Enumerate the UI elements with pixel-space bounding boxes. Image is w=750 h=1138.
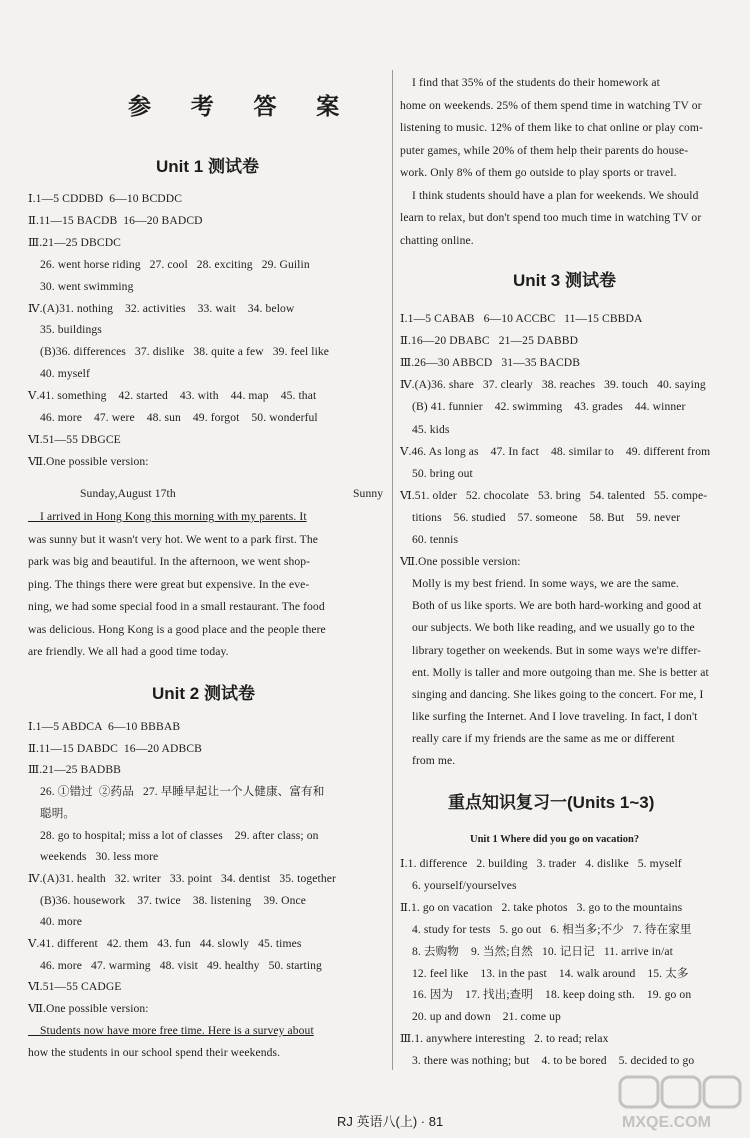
text-line: Ⅵ.51—55 CADGE: [28, 980, 122, 994]
text-line: ping. The things there were great but expensive. In the eve-: [28, 577, 310, 591]
text-line: (B) 41. funnier 42. swimming 43. grades 44. winner: [400, 400, 686, 414]
text-line: ning, we had some special food in a small restaurant. The food: [28, 600, 325, 613]
text-line: chatting online.: [400, 233, 474, 247]
text-line: Ⅴ.41. something 42. started 43. with 44. map 45. that: [28, 389, 317, 403]
text-line: Ⅴ.41. different 42. them 43. fun 44. slowly 45. times: [28, 937, 302, 950]
review-subheading: Unit 1 Where did you go on vacation?: [470, 834, 640, 845]
text-line: Ⅳ.(A)36. share 37. clearly 38. reaches 39. touch 40. saying: [400, 378, 706, 392]
text-line: I find that 35% of the students do their homework at: [400, 76, 660, 89]
text-line: Ⅰ.1. difference 2. building 3. trader 4. dislike 5. myself: [400, 857, 682, 870]
text-line: Ⅰ.1—5 ABDCA 6—10 BBBAB: [28, 720, 181, 733]
text-line: park was big and beautiful. In the afternoon, we went shop-: [28, 555, 311, 568]
page-footer: RJ 英语八(上) · 81: [337, 1114, 444, 1129]
text-line: home on weekends. 25% of them spend time in watching TV or: [400, 98, 702, 112]
text-line: weekends 30. less more: [28, 850, 159, 864]
text-line: was delicious. Hong Kong is a good place and the people there: [28, 622, 326, 636]
text-line: Ⅰ.1—5 CDDBD 6—10 BCDDC: [28, 192, 183, 205]
text-line: 46. more 47. were 48. sun 49. forgot 50. wonderful: [28, 411, 318, 424]
watermark-logo: [618, 1075, 743, 1133]
text-line: are friendly. We all had a good time today.: [28, 645, 229, 658]
text-line: 3. there was nothing; but 4. to be bored 5. decided to go: [400, 1054, 695, 1068]
text-line: listening to music. 12% of them like to chat online or play com-: [400, 121, 703, 134]
text-line: Ⅵ.51. older 52. chocolate 53. bring 54. talented 55. compe-: [400, 488, 708, 502]
text-line: was sunny but it wasn't very hot. We went to a park first. The: [28, 532, 318, 546]
text-line: 4. study for tests 5. go out 6. 相当多;不少 7. 待在家里: [400, 922, 692, 936]
text-line: ent. Molly is taller and more outgoing than me. She is better at: [400, 665, 709, 679]
text-line: really care if my friends are the same as me or different: [400, 731, 675, 745]
text-line: how the students in our school spend their weekends.: [28, 1045, 281, 1059]
text-line: Ⅲ.21—25 BADBB: [28, 763, 122, 777]
text-line: Ⅲ.21—25 DBCDC: [28, 235, 122, 249]
text-line: Ⅶ.One possible version:: [400, 555, 521, 569]
review-heading: 重点知识复习一(Units 1~3): [448, 793, 655, 812]
essay-date: Sunday,August 17th: [80, 487, 176, 500]
text-line: Ⅵ.51—55 DBGCE: [28, 432, 121, 446]
column-divider: [392, 70, 393, 1070]
text-line: Ⅱ.1. go on vacation 2. take photos 3. go to the mountains: [400, 900, 683, 914]
watermark-text: MXQE.COM: [622, 1114, 711, 1131]
text-line: like surfing the Internet. And I love traveling. In fact, I don't: [400, 709, 698, 723]
text-line: Ⅱ.16—20 DBABC 21—25 DABBD: [400, 334, 579, 348]
essay-weather: Sunny: [353, 487, 384, 500]
text-line: puter games, while 20% of them help their parents do house-: [400, 143, 689, 157]
text-line: our subjects. We both like reading, and we usually go to the: [400, 621, 695, 635]
page-title: 参 考 答 案: [128, 94, 357, 119]
text-line: I arrived in Hong Kong this morning with my parents. It: [28, 510, 307, 523]
text-line: 40. more: [28, 915, 83, 929]
text-line: Ⅱ.11—15 BACDB 16—20 BADCD: [28, 213, 203, 227]
text-line: Students now have more free time. Here is a survey about: [28, 1023, 314, 1037]
text-line: Both of us like sports. We are both hard-working and good at: [400, 599, 702, 613]
text-line: 45. kids: [400, 422, 450, 436]
text-line: Ⅳ.(A)31. health 32. writer 33. point 34. dentist 35. together: [28, 871, 336, 885]
text-line: 6. yourself/yourselves: [400, 878, 517, 892]
text-line: 28. go to hospital; miss a lot of classes 29. after class; on: [28, 828, 319, 842]
text-line: (B)36. differences 37. dislike 38. quite a few 39. feel like: [28, 345, 330, 359]
text-line: 46. more 47. warming 48. visit 49. healthy 50. starting: [28, 958, 322, 972]
text-line: 20. up and down 21. come up: [400, 1010, 561, 1024]
text-line: 8. 去购物 9. 当然;自然 10. 记日记 11. arrive in/at: [400, 944, 673, 958]
text-line: 30. went swimming: [28, 279, 134, 293]
text-line: library together on weekends. But in some ways we're differ-: [400, 643, 702, 657]
text-line: work. Only 8% of them go outside to play sports or travel.: [400, 166, 677, 179]
text-line: Molly is my best friend. In some ways, we are the same.: [400, 577, 679, 591]
text-line: 50. bring out: [400, 466, 473, 480]
unit2-heading: Unit 2 测试卷: [152, 684, 255, 703]
text-line: 40. myself: [28, 367, 90, 381]
text-line: Ⅱ.11—15 DABDC 16—20 ADBCB: [28, 741, 202, 755]
text-line: Ⅴ.46. As long as 47. In fact 48. similar to 49. different from: [400, 444, 711, 458]
text-line: 26. went horse riding 27. cool 28. exciting 29. Guilin: [28, 257, 310, 271]
text-line: Ⅰ.1—5 CABAB 6—10 ACCBC 11—15 CBBDA: [400, 312, 643, 325]
text-line: I think students should have a plan for weekends. We should: [400, 188, 699, 202]
unit3-heading: Unit 3 测试卷: [513, 271, 616, 290]
text-line: 35. buildings: [28, 323, 102, 337]
text-line: Ⅳ.(A)31. nothing 32. activities 33. wait 34. below: [28, 301, 295, 315]
text-line: titions 56. studied 57. someone 58. But 59. never: [400, 510, 681, 524]
text-line: (B)36. housework 37. twice 38. listening 39. Once: [28, 893, 306, 907]
text-line: Ⅲ.26—30 ABBCD 31—35 BACDB: [400, 356, 581, 370]
text-line: Ⅶ.One possible version:: [28, 454, 149, 468]
text-line: 26. ①错过 ②药品 27. 早睡早起让一个人健康、富有和: [28, 785, 325, 799]
text-line: 12. feel like 13. in the past 14. walk around 15. 太多: [400, 966, 689, 980]
unit1-heading: Unit 1 测试卷: [156, 157, 259, 176]
text-line: from me.: [400, 754, 456, 767]
text-line: 60. tennis: [400, 533, 459, 546]
text-line: 16. 因为 17. 找出;查明 18. keep doing sth. 19. go on: [400, 988, 692, 1002]
text-line: learn to relax, but don't spend too much time in watching TV or: [400, 211, 702, 224]
text-line: 聪明。: [28, 806, 76, 820]
text-line: singing and dancing. She likes going to the concert. For me, I: [400, 687, 704, 701]
text-line: Ⅶ.One possible version:: [28, 1002, 149, 1016]
text-line: Ⅲ.1. anywhere interesting 2. to read; relax: [400, 1032, 609, 1046]
